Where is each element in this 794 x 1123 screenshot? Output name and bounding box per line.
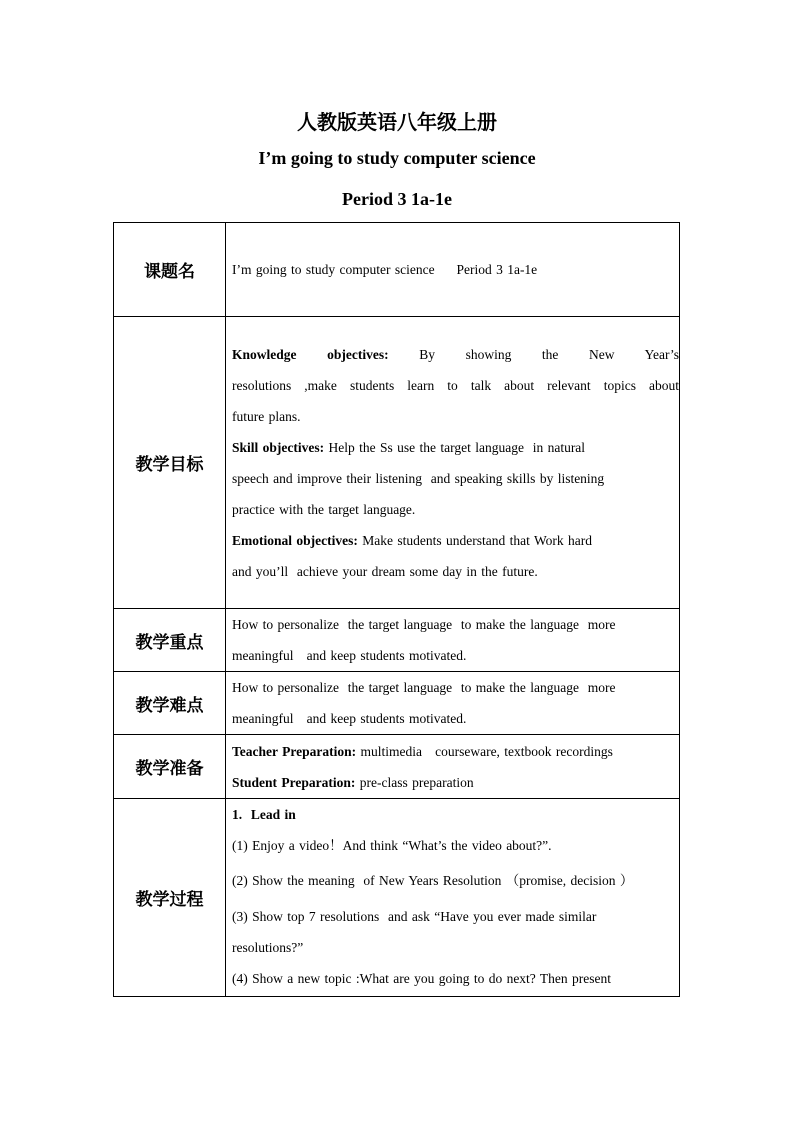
document-period: Period 3 1a-1e bbox=[342, 189, 452, 209]
row-objectives bbox=[114, 317, 680, 609]
student-preparation-title: Student Preparation: bbox=[232, 774, 356, 790]
document-title-cn: 人教版英语八年级上册 bbox=[297, 110, 497, 134]
teacher-preparation-text: multimedia courseware, textbook recordings bbox=[356, 743, 613, 759]
knowledge-line2: resolutions ,make students learn to talk about relevant topics about bbox=[232, 377, 679, 393]
knowledge-text: By showing the New Year’s bbox=[419, 346, 680, 362]
key-points-line1: How to personalize the target language to make the language more bbox=[232, 617, 616, 632]
row-difficulties bbox=[114, 672, 680, 735]
teacher-preparation bbox=[232, 736, 679, 767]
emotional-text: Make students understand that Work hard bbox=[357, 532, 592, 548]
process-item3-line1: (3) Show top 7 resolutions and ask “Have you ever made similar bbox=[232, 909, 597, 924]
content-process bbox=[226, 799, 680, 997]
process-item2: (2) Show the meaning of New Years Resolution （promise, decision ） bbox=[232, 873, 634, 888]
lesson-plan-table bbox=[113, 222, 680, 997]
topic-text: I’m going to study computer science Period 3 1a-1e bbox=[232, 262, 538, 277]
emotional-line1 bbox=[232, 525, 679, 556]
content-topic bbox=[226, 223, 680, 317]
content-preparation bbox=[226, 735, 680, 799]
knowledge-title: Knowledge objectives: bbox=[232, 346, 389, 362]
process-step-title: 1. Lead in bbox=[232, 807, 296, 822]
knowledge-line3: future plans. bbox=[232, 408, 301, 424]
skill-line1 bbox=[232, 432, 679, 463]
process-item4: (4) Show a new topic :What are you going to do next? Then present bbox=[232, 971, 612, 986]
skill-line3: practice with the target language. bbox=[232, 501, 416, 517]
label-key-points: 教学重点 bbox=[114, 609, 226, 672]
label-preparation: 教学准备 bbox=[114, 735, 226, 799]
content-objectives bbox=[226, 317, 680, 609]
emotional-line2: and you’ll achieve your dream some day in the future. bbox=[232, 563, 538, 579]
row-topic bbox=[114, 223, 680, 317]
content-difficulties bbox=[226, 672, 680, 735]
skill-title: Skill objectives: bbox=[232, 439, 325, 455]
skill-text: Help the Ss use the target language in natural bbox=[324, 439, 586, 455]
knowledge-line1 bbox=[232, 339, 679, 370]
label-difficulties: 教学难点 bbox=[114, 672, 226, 735]
label-objectives: 教学目标 bbox=[114, 317, 226, 609]
label-topic: 课题名 bbox=[114, 223, 226, 317]
difficulties-line1: How to personalize the target language to make the language more bbox=[232, 680, 616, 695]
row-key-points bbox=[114, 609, 680, 672]
label-process: 教学过程 bbox=[114, 799, 226, 997]
content-key-points bbox=[226, 609, 680, 672]
row-process bbox=[114, 799, 680, 997]
row-preparation bbox=[114, 735, 680, 799]
process-item1: (1) Enjoy a video！And think “What’s the video about?”. bbox=[232, 838, 552, 853]
student-preparation-text: pre-class preparation bbox=[355, 774, 474, 790]
document-title-en: I’m going to study computer science bbox=[258, 148, 536, 168]
process-item3-line2: resolutions?” bbox=[232, 940, 304, 955]
student-preparation bbox=[232, 767, 679, 798]
key-points-line2: meaningful and keep students motivated. bbox=[232, 648, 467, 663]
emotional-title: Emotional objectives: bbox=[232, 532, 358, 548]
skill-line2: speech and improve their listening and speaking skills by listening bbox=[232, 470, 605, 486]
teacher-preparation-title: Teacher Preparation: bbox=[232, 743, 357, 759]
difficulties-line2: meaningful and keep students motivated. bbox=[232, 711, 467, 726]
